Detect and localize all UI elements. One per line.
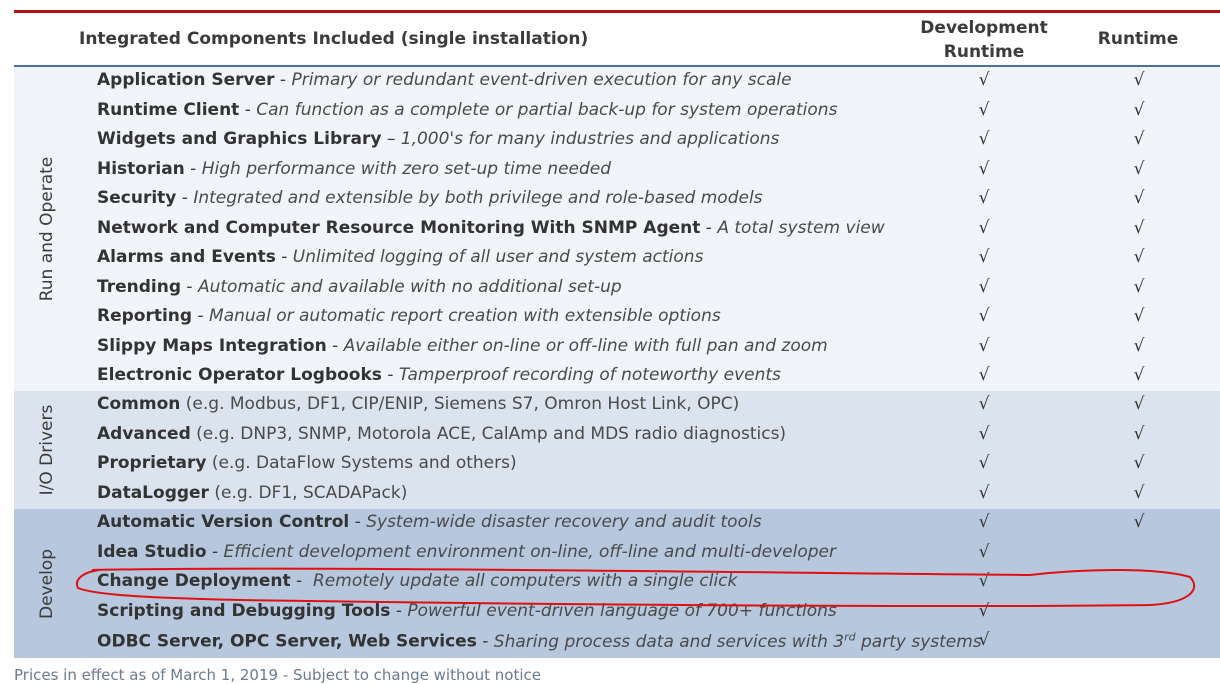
table-row	[14, 391, 1220, 421]
table-row: Automatic Version Control - System-wide disaster recovery and audit tools √ √	[14, 509, 1220, 539]
component-desc: Unlimited logging of all user and system actions	[292, 247, 704, 267]
check-dev: √	[978, 571, 990, 591]
check-runtime: √	[1133, 482, 1145, 503]
table-header	[14, 14, 1220, 66]
table-row: Idea Studio - Efficient development environment on-line, off-line and multi-developer √	[14, 539, 1220, 569]
component-name: ODBC Server, OPC Server, Web Services	[97, 631, 477, 652]
driver-detail: (e.g. DNP3, SNMP, Motorola ACE, CalAmp and MDS radio diagnostics)	[190, 423, 787, 444]
section-label-run: Run and Operate	[37, 156, 57, 302]
check-runtime: √	[1133, 394, 1145, 414]
component-name: Trending	[97, 276, 182, 297]
component-name: Reporting	[97, 306, 193, 326]
table-row: Application Server - Primary or redundant event-driven execution for any scale √ √	[14, 67, 1220, 97]
footer-note: Prices in effect as of March 1, 2019 - Subject to change without notice	[14, 666, 542, 684]
check-dev: √	[978, 335, 990, 356]
table-row: Alarms and Events - Unlimited logging of all user and system actions √ √	[14, 244, 1220, 274]
component-name: Change Deployment	[97, 571, 291, 591]
component-desc: High performance with zero set-up time needed	[201, 158, 612, 179]
component-desc: Automatic and available with no additional set-up	[197, 276, 622, 297]
header-development-runtime	[884, 16, 1084, 64]
component-desc: Available either on-line or off-line with full pan and zoom	[343, 335, 828, 356]
check-dev: √	[978, 600, 990, 621]
component-desc: Remotely update all computers with a single click	[313, 571, 738, 591]
check-runtime: √	[1133, 423, 1145, 444]
component-name: Slippy Maps Integration	[97, 335, 327, 356]
check-dev: √	[978, 512, 990, 532]
component-desc: A total system view	[717, 217, 885, 238]
section-run-and-operate	[14, 67, 1220, 391]
table-row: Change Deployment - Remotely update all computers with a single click √	[14, 568, 1220, 598]
header-dev-line1: Development	[920, 18, 1048, 38]
check-dev: √	[978, 276, 990, 297]
table-row	[14, 421, 1220, 451]
component-name: Scripting and Debugging Tools	[97, 600, 391, 621]
check-dev: √	[978, 188, 990, 208]
check-runtime: √	[1133, 70, 1145, 90]
header-title: Integrated Components Included (single installation)	[79, 29, 589, 49]
section-label-develop: Develop	[37, 548, 57, 619]
check-dev: √	[978, 541, 990, 562]
component-name: Widgets and Graphics Library	[97, 129, 382, 149]
section-develop	[14, 509, 1220, 658]
table-row: Scripting and Debugging Tools - Powerful event-driven language of 700+ functions √	[14, 598, 1220, 628]
check-dev: √	[978, 394, 990, 414]
driver-name: Common	[97, 394, 181, 414]
table-row: Slippy Maps Integration - Available either on-line or off-line with full pan and zoom √ √	[14, 333, 1220, 363]
table-row: Electronic Operator Logbooks - Tamperproof recording of noteworthy events √ √	[14, 362, 1220, 392]
check-dev: √	[978, 217, 990, 238]
component-name: Network and Computer Resource Monitoring With SNMP Agent	[97, 217, 701, 238]
check-runtime: √	[1133, 365, 1145, 385]
check-dev: √	[978, 453, 990, 473]
component-desc: Integrated and extensible by both privilege and role-based models	[193, 188, 763, 208]
component-name: Electronic Operator Logbooks	[97, 365, 382, 385]
table-row: Widgets and Graphics Library – 1,000's for many industries and applications √ √	[14, 126, 1220, 156]
component-desc: Powerful event-driven language of 700+ functions	[407, 600, 837, 621]
driver-detail: (e.g. Modbus, DF1, CIP/ENIP, Siemens S7, Omron Host Link, OPC)	[180, 394, 740, 414]
check-dev: √	[978, 129, 990, 149]
component-desc: System-wide disaster recovery and audit tools	[366, 512, 762, 532]
check-runtime: √	[1133, 188, 1145, 208]
check-dev: √	[978, 158, 990, 179]
check-runtime: √	[1133, 276, 1145, 297]
driver-name: DataLogger	[97, 482, 209, 503]
component-name: Historian	[97, 158, 185, 179]
component-name: Alarms and Events	[97, 247, 276, 267]
component-name: Security	[97, 188, 177, 208]
table-row: Runtime Client - Can function as a complete or partial back-up for system operations √ √	[14, 97, 1220, 127]
table-row: Network and Computer Resource Monitoring With SNMP Agent - A total system view √ √	[14, 215, 1220, 245]
driver-detail: (e.g. DF1, SCADAPack)	[208, 482, 408, 503]
table-row: Historian - High performance with zero set-up time needed √ √	[14, 156, 1220, 186]
component-desc: Manual or automatic report creation with extensible options	[209, 306, 721, 326]
component-desc: Primary or redundant event-driven execution for any scale	[291, 70, 792, 90]
check-dev: √	[978, 70, 990, 90]
header-dev-line2: Runtime	[943, 42, 1025, 62]
check-dev: √	[978, 482, 990, 503]
check-dev: √	[978, 630, 990, 650]
check-runtime: √	[1133, 158, 1145, 179]
component-name: Runtime Client	[97, 99, 240, 120]
driver-name: Proprietary	[97, 453, 207, 473]
check-dev: √	[978, 99, 990, 120]
check-runtime: √	[1133, 217, 1145, 238]
component-desc: 1,000's for many industries and applications	[400, 129, 780, 149]
check-dev: √	[978, 306, 990, 326]
table-row: Trending - Automatic and available with no additional set-up √ √	[14, 274, 1220, 304]
table-row: Security - Integrated and extensible by both privilege and role-based models √ √	[14, 185, 1220, 215]
driver-name: Advanced	[97, 423, 191, 444]
component-desc: Efficient development environment on-line, off-line and multi-developer	[223, 541, 836, 562]
check-runtime: √	[1133, 306, 1145, 326]
check-dev: √	[978, 423, 990, 444]
table-row: ODBC Server, OPC Server, Web Services - Sharing process data and services with 3rd party systems √	[14, 627, 1220, 657]
section-io-drivers	[14, 391, 1220, 509]
component-desc: Tamperproof recording of noteworthy events	[398, 365, 781, 385]
component-name: Idea Studio	[97, 541, 207, 562]
driver-detail: (e.g. DataFlow Systems and others)	[206, 453, 517, 473]
component-name: Automatic Version Control	[97, 512, 350, 532]
header-runtime: Runtime	[1097, 29, 1179, 49]
check-runtime: √	[1133, 453, 1145, 473]
table-row	[14, 480, 1220, 510]
table-row: Reporting - Manual or automatic report creation with extensible options √ √	[14, 303, 1220, 333]
check-runtime: √	[1133, 335, 1145, 356]
top-accent-bar	[14, 10, 1220, 13]
check-runtime: √	[1133, 129, 1145, 149]
check-runtime: √	[1133, 247, 1145, 267]
check-dev: √	[978, 247, 990, 267]
check-runtime: √	[1133, 99, 1145, 120]
component-name: Application Server	[97, 70, 275, 90]
component-desc: Sharing process data and services with 3rd party systems	[493, 630, 982, 652]
table-row	[14, 450, 1220, 480]
check-runtime: √	[1133, 512, 1145, 532]
component-desc: Can function as a complete or partial back-up for system operations	[256, 99, 838, 120]
section-label-io: I/O Drivers	[37, 404, 57, 496]
check-dev: √	[978, 365, 990, 385]
